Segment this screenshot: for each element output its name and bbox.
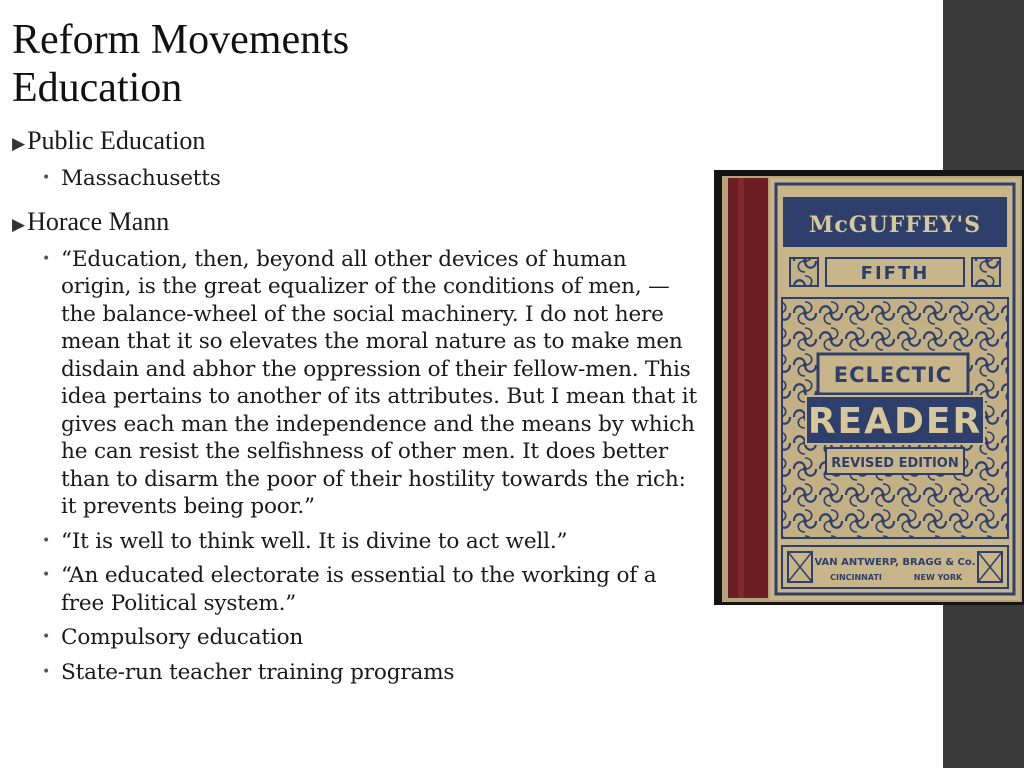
heading-text: Horace Mann <box>27 206 170 236</box>
bullet-text: State-run teacher training programs <box>61 659 455 685</box>
section-horace-mann <box>12 205 702 687</box>
bullet-dot-icon: • <box>42 170 51 186</box>
page-title <box>12 16 349 112</box>
heading-text: Public Education <box>27 126 206 155</box>
section-heading <box>12 124 702 161</box>
book-title-fifth: FIFTH <box>860 263 930 284</box>
arrow-bullet-icon: ▶ <box>12 214 26 234</box>
section-heading <box>12 205 702 242</box>
bullet-list <box>12 246 702 687</box>
section-public-education <box>12 124 702 193</box>
mcguffey-reader-book-cover <box>714 170 1024 605</box>
list-item <box>12 624 702 652</box>
bullet-dot-icon: • <box>42 532 51 549</box>
arrow-bullet-icon: ▶ <box>12 134 26 153</box>
title-line-2: Education <box>12 65 183 111</box>
list-item <box>12 528 702 556</box>
book-city-right: NEW YORK <box>913 573 963 582</box>
list-item <box>12 165 702 193</box>
list-item <box>12 562 702 617</box>
bullet-dot-icon: • <box>42 663 51 680</box>
bullet-text: Compulsory education <box>61 625 304 650</box>
title-line-1: Reform Movements <box>12 17 350 63</box>
list-item <box>12 659 702 687</box>
book-title-reader: READER <box>807 401 983 442</box>
bullet-list <box>12 165 702 193</box>
bullet-text: Massachusetts <box>61 166 221 191</box>
book-publisher: VAN ANTWERP, BRAGG & Co. <box>814 557 976 568</box>
bullet-dot-icon: • <box>42 250 51 267</box>
book-city-left: CINCINNATI <box>830 573 882 582</box>
book-title-mcguffeys: McGUFFEY'S <box>808 212 982 238</box>
bullet-dot-icon: • <box>42 629 51 645</box>
book-title-eclectic: ECLECTIC <box>833 363 953 387</box>
bullet-text: “Education, then, beyond all other devices of human origin, is the great equalizer of the conditions of men, — the balance-wheel of the social machinery. I do not here mean that it so elevates the moral nature as to make men disdain and abhor the oppression of their fellow-men. This idea pertains to another of its attributes. But I mean that it gives each man the independence and the means by which he can resist the selfishness of other men. It does better than to disarm the poor of their hostility towards the rich: it prevents being poor.” <box>61 246 697 519</box>
bullet-text: “An educated electorate is essential to the working of a free Political system.” <box>61 563 657 616</box>
bullet-text: “It is well to think well. It is divine to act well.” <box>61 528 568 554</box>
bullet-dot-icon: • <box>42 567 51 583</box>
book-spine <box>728 178 768 598</box>
list-item <box>12 246 702 521</box>
slide-content <box>12 124 702 698</box>
book-edition: REVISED EDITION <box>831 456 959 471</box>
